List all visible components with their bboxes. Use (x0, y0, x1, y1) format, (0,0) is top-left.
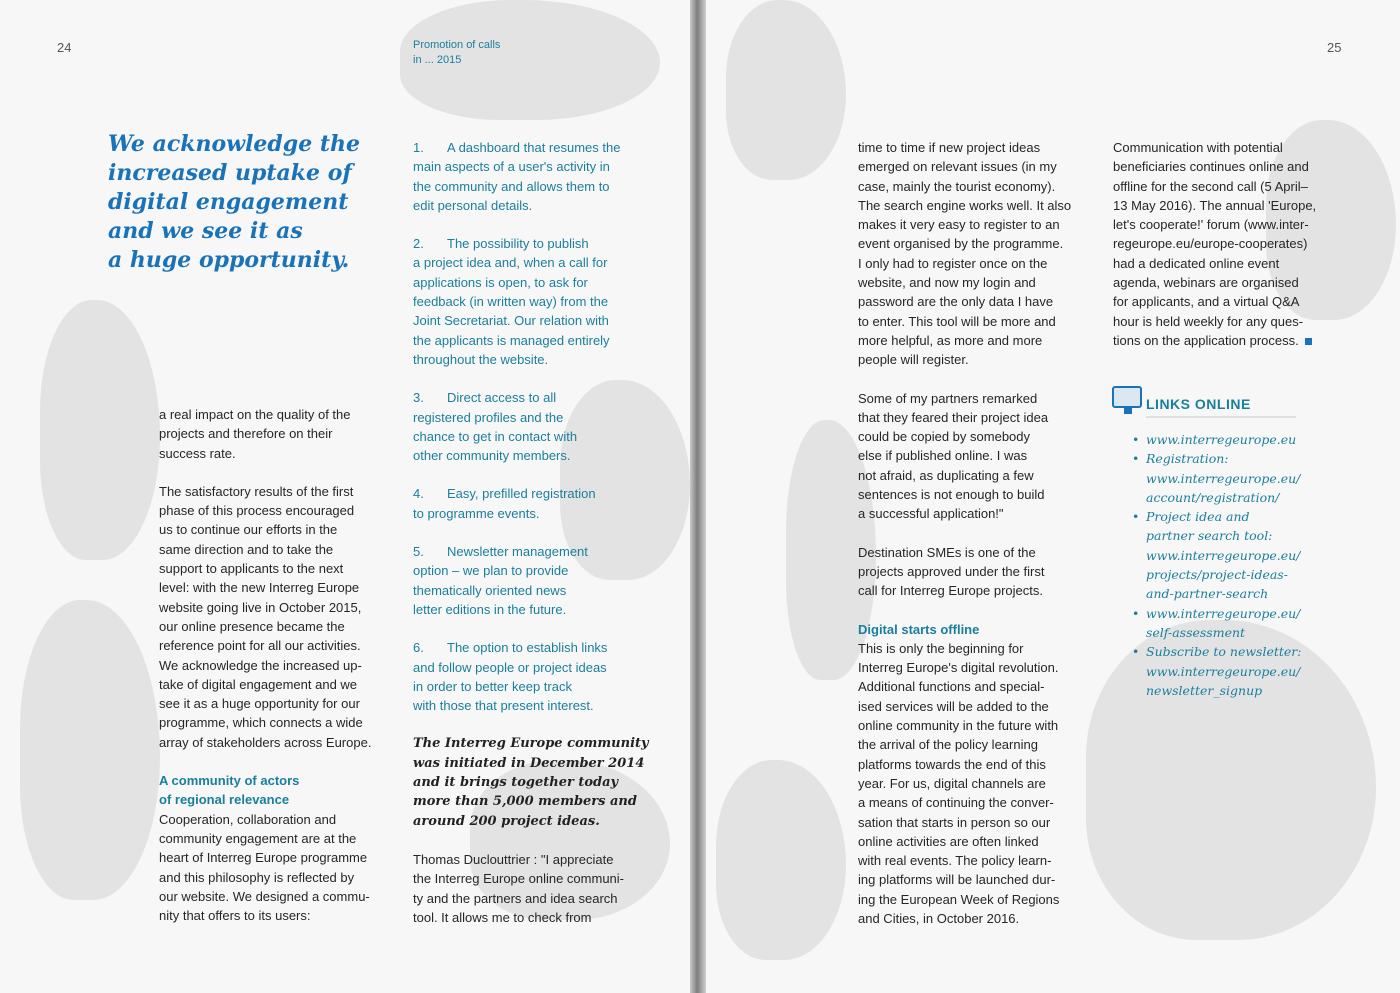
link-text[interactable]: and-partner-search (1146, 586, 1269, 602)
text-line: regeurope.eu/europe-cooperates) (1113, 236, 1308, 252)
feature-list-item (413, 138, 645, 215)
text-line: for applicants, and a virtual Q&A (1113, 294, 1300, 310)
text-line: support to applicants to the next (159, 561, 344, 577)
text-line: tions on the application process. (1113, 332, 1299, 348)
text-line: I only had to register once on the (858, 255, 1048, 271)
paragraph (858, 639, 1090, 928)
text-line: ty and the partners and idea search (413, 890, 618, 906)
paragraph (159, 482, 391, 752)
paragraph (1113, 138, 1349, 350)
link-text[interactable]: www.interregeurope.eu/ (1146, 663, 1301, 679)
feature-list-item (413, 388, 645, 465)
map-shape (20, 600, 160, 900)
text-line: ing the European Week of Regions (858, 891, 1060, 907)
text-line: in order to better keep track (413, 678, 572, 694)
pull-quote (108, 130, 368, 275)
text-line: The Interreg Europe community (413, 736, 649, 752)
item-number: 4. (413, 486, 424, 502)
text-line: else if published online. I was (858, 448, 1028, 464)
text-line: Communication with potential (1113, 140, 1283, 155)
text-line: call for Interreg Europe projects. (858, 583, 1043, 599)
text-line: applications is open, to ask for (413, 274, 588, 290)
text-line: Newsletter management (447, 544, 588, 560)
item-number: 2. (413, 236, 424, 252)
left-page (0, 0, 696, 993)
text-line: registered profiles and the (413, 409, 564, 425)
text-line: heart of Interreg Europe programme (159, 850, 368, 866)
link-label: • Subscribe to newsletter: (1146, 644, 1302, 660)
paragraph (159, 810, 391, 926)
text-line: main aspects of a user's activity in (413, 159, 610, 175)
text-line: to enter. This tool will be more and (858, 313, 1056, 329)
text-line: ing platforms will be launched dur- (858, 872, 1056, 888)
text-line: with those that present interest. (413, 698, 594, 714)
book-gutter (690, 0, 706, 993)
text-line: letter editions in the future. (413, 601, 567, 617)
text-line: Direct access to all (447, 390, 557, 406)
text-line: sation that starts in person so our (858, 814, 1051, 830)
text-line: This is only the beginning for (858, 640, 1024, 656)
text-line: and it brings together today (413, 775, 619, 791)
text-line: around 200 project ideas. (413, 813, 600, 829)
text-line: Thomas Duclouttrier : "I appreciate (413, 851, 614, 867)
text-line: The search engine works well. It also (858, 197, 1072, 213)
pull-quote-line: and we see it as (108, 218, 303, 244)
map-shape (716, 760, 846, 960)
text-line: us to continue our efforts in the (159, 522, 338, 538)
text-line: thematically oriented news (413, 582, 567, 598)
link-text[interactable]: • www.interregeurope.eu (1146, 432, 1297, 447)
text-line: and Cities, in October 2016. (858, 910, 1020, 926)
page-number: 24 (57, 40, 72, 55)
links-online-header (1112, 384, 1352, 418)
text-line: that they feared their project idea (858, 409, 1049, 425)
text-line: website going live in October 2015, (159, 599, 362, 615)
text-line: throughout the website. (413, 351, 549, 367)
text-line: our website. We designed a commu- (159, 888, 370, 904)
text-line: the community and allows them to (413, 178, 610, 194)
text-line: more than 5,000 members and (413, 794, 637, 810)
link-text[interactable]: self-assessment (1146, 624, 1246, 640)
text-line: The possibility to publish (447, 236, 589, 252)
text-line: had a dedicated online event (1113, 255, 1280, 271)
text-line: more helpful, as more and more (858, 332, 1043, 348)
text-line: community engagement are at the (159, 830, 357, 846)
text-line: was initiated in December 2014 (413, 755, 645, 771)
link-item[interactable] (1130, 507, 1350, 603)
text-line: makes it very easy to register to an (858, 217, 1060, 233)
link-item[interactable] (1130, 449, 1350, 507)
link-item[interactable] (1130, 604, 1350, 643)
text-line: tool. It allows me to check from (413, 909, 592, 925)
text-line: let's cooperate!' forum (www.inter- (1113, 217, 1309, 233)
text-line: The satisfactory results of the first (159, 483, 354, 499)
text-line: phase of this process encouraged (159, 503, 355, 519)
paragraph (858, 389, 1090, 524)
text-line: reference point for all our activities. (159, 638, 361, 654)
subhead-line: of regional relevance (159, 792, 290, 808)
text-line: The option to establish links (447, 640, 608, 656)
text-line: the arrival of the policy learning (858, 737, 1038, 753)
feature-list-item (413, 234, 645, 369)
text-line: case, mainly the tourist economy). (858, 178, 1056, 194)
text-line: the applicants is managed entirely (413, 332, 610, 348)
text-line: beneficiaries continues online and (1113, 159, 1309, 175)
text-line: offline for the second call (5 April– (1113, 178, 1308, 194)
text-line: programme, which connects a wide (159, 715, 363, 731)
text-column-b (413, 138, 649, 946)
text-line: a real impact on the quality of the (159, 407, 351, 422)
text-line: option – we plan to provide (413, 563, 569, 579)
section-subhead (159, 771, 391, 810)
running-head-line: in ... 2015 (413, 54, 462, 66)
text-line: chance to get in contact with (413, 428, 578, 444)
page-number: 25 (1327, 40, 1342, 55)
text-line: a project idea and, when a call for (413, 255, 608, 271)
text-line: Some of my partners remarked (858, 390, 1038, 406)
text-line: a successful application!" (858, 506, 1004, 522)
text-line: Cooperation, collaboration and (159, 811, 337, 827)
text-line: with real events. The policy learn- (858, 853, 1052, 869)
text-line: array of stakeholders across Europe. (159, 734, 372, 750)
feature-list-item (413, 484, 645, 523)
computer-monitor-icon (1112, 386, 1142, 408)
text-line: year. For us, digital channels are (858, 775, 1046, 791)
text-line: sentences is not enough to build (858, 487, 1045, 503)
testimonial (413, 850, 645, 927)
text-line: people will register. (858, 352, 969, 368)
paragraph (858, 138, 1090, 370)
item-number: 6. (413, 640, 424, 656)
text-line: projects approved under the first (858, 563, 1045, 579)
text-line: event organised by the programme. (858, 236, 1064, 252)
map-shape (40, 300, 160, 560)
text-line: 13 May 2016). The annual 'Europe, (1113, 197, 1317, 213)
divider (1146, 416, 1296, 418)
pull-quote-line: a huge opportunity. (108, 247, 350, 273)
subhead-line: A community of actors (159, 773, 300, 789)
link-text[interactable]: www.interregeurope.eu/ (1146, 547, 1301, 563)
text-column-c (858, 138, 1090, 947)
link-text[interactable]: www.interregeurope.eu/ (1146, 470, 1301, 486)
text-line: success rate. (159, 445, 236, 461)
text-line: Interreg Europe's digital revolution. (858, 660, 1059, 676)
text-line: a means of continuing the conver- (858, 795, 1054, 811)
text-line: time to time if new project ideas (858, 140, 1041, 155)
paragraph (858, 543, 1090, 601)
link-label: • Project idea and (1146, 509, 1250, 525)
link-label: • Registration: (1146, 451, 1229, 467)
text-line: Easy, prefilled registration (447, 486, 596, 502)
text-line: online community in the future with (858, 718, 1059, 734)
text-line: to programme events. (413, 505, 540, 521)
text-line: ised services will be added to the (858, 698, 1049, 714)
text-line: nity that offers to its users: (159, 908, 311, 924)
link-text[interactable]: • www.interregeurope.eu/ (1146, 605, 1301, 621)
text-line: online activities are often linked (858, 833, 1039, 849)
text-line: password are the only data I have (858, 294, 1054, 310)
item-number: 3. (413, 390, 424, 406)
pull-quote-line: digital engagement (108, 189, 349, 215)
end-of-article-mark (1305, 338, 1312, 345)
link-text[interactable]: newsletter_signup (1146, 682, 1263, 698)
pull-quote-line: We acknowledge the (108, 131, 361, 157)
text-line: We acknowledge the increased up- (159, 657, 362, 673)
text-line: platforms towards the end of this (858, 756, 1046, 772)
paragraph (159, 405, 391, 463)
highlight-quote (413, 734, 649, 830)
text-line: not afraid, as duplicating a few (858, 467, 1034, 483)
text-line: Additional functions and special- (858, 679, 1045, 695)
text-line: our online presence became the (159, 618, 345, 634)
text-line: Destination SMEs is one of the (858, 544, 1036, 560)
section-subhead: Digital starts offline (858, 621, 980, 637)
feature-list-item (413, 542, 645, 619)
text-line: projects and therefore on their (159, 426, 333, 442)
link-text[interactable]: account/registration/ (1146, 489, 1280, 505)
text-line: emerged on relevant issues (in my (858, 159, 1057, 175)
text-column-d (1113, 138, 1349, 369)
text-line: see it as a huge opportunity for our (159, 696, 360, 712)
text-line: edit personal details. (413, 197, 533, 213)
text-line: take of digital engagement and we (159, 676, 358, 692)
text-line: hour is held weekly for any ques- (1113, 313, 1304, 329)
link-item[interactable] (1130, 430, 1350, 449)
text-line: Joint Secretariat. Our relation with (413, 313, 609, 329)
running-head-line: Promotion of calls (413, 39, 501, 51)
item-number: 1. (413, 140, 424, 155)
link-item[interactable] (1130, 642, 1350, 700)
text-line: and this philosophy is reflected by (159, 869, 355, 885)
text-line: and follow people or project ideas (413, 659, 607, 675)
text-line: could be copied by somebody (858, 429, 1031, 445)
running-head (413, 38, 533, 68)
feature-list-item (413, 638, 645, 715)
link-label: partner search tool: (1146, 528, 1273, 544)
map-shape (726, 0, 846, 180)
links-list (1130, 430, 1350, 700)
text-line: the Interreg Europe online communi- (413, 871, 625, 887)
text-line: feedback (in written way) from the (413, 294, 609, 310)
text-column-a (159, 405, 391, 944)
text-line: website, and now my login and (858, 275, 1036, 291)
text-line: same direction and to take the (159, 541, 334, 557)
pull-quote-line: increased uptake of (108, 160, 352, 186)
item-number: 5. (413, 544, 424, 560)
text-line: agenda, webinars are organised (1113, 275, 1299, 291)
text-line: other community members. (413, 448, 571, 464)
text-line: A dashboard that resumes the (447, 140, 621, 155)
links-online-title: LINKS ONLINE (1146, 396, 1251, 412)
text-line: level: with the new Interreg Europe (159, 580, 360, 596)
link-text[interactable]: projects/project-ideas- (1146, 567, 1288, 583)
